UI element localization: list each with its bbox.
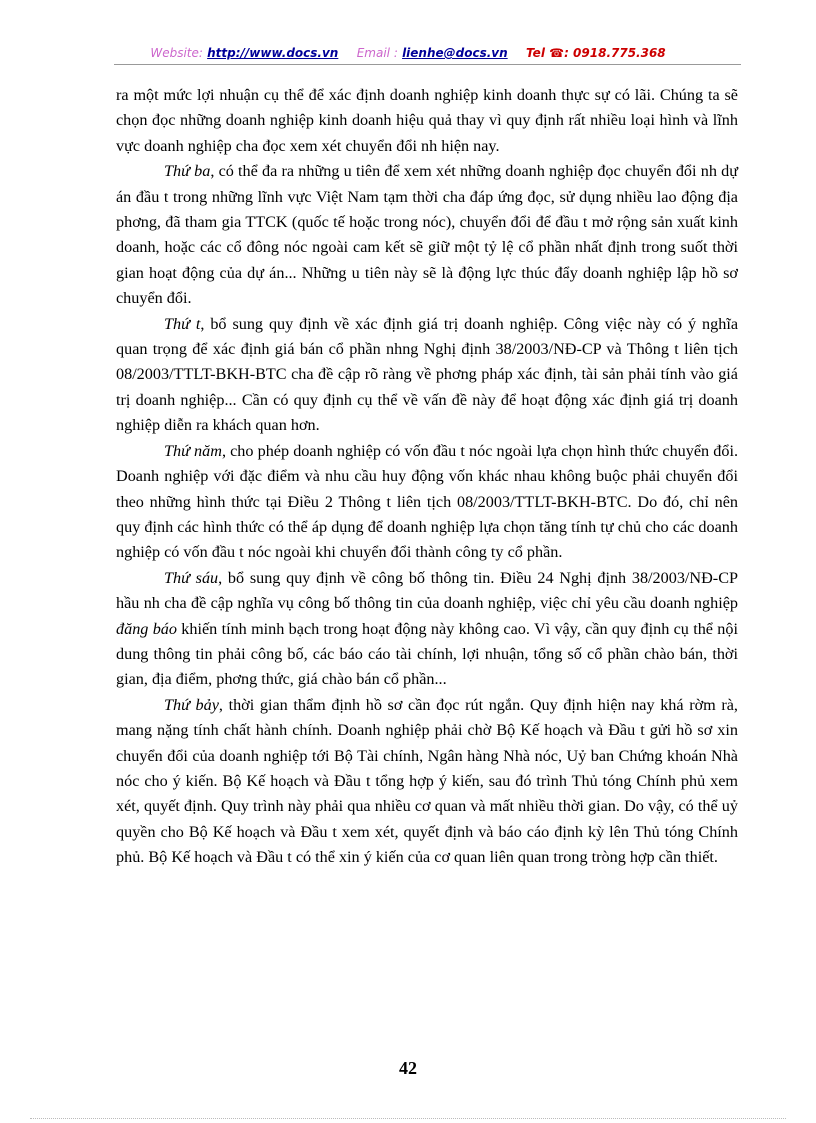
phone-number: Tel ☎: 0918.775.368	[526, 46, 666, 60]
website-label: Website:	[150, 46, 203, 60]
footer-rule	[30, 1118, 786, 1119]
paragraph-lead: Thứ sáu	[164, 568, 219, 587]
paragraph-lead: Thứ t	[164, 314, 201, 333]
website-link[interactable]: http://www.docs.vn	[207, 46, 339, 60]
paragraph-5: Thứ sáu, bổ sung quy định về công bố thông tin. Điều 24 Nghị định 38/2003/NĐ-CP hầu nh cha đề cập nghĩa vụ công bố thông tin của doanh nghiệp, việc chỉ yêu cầu doanh nghiệp đăng báo khiến tính minh bạch trong hoạt động này không cao. Vì vậy, cần quy định cụ thể nội dung thông tin phải công bố, các báo cáo tài chính, lợi nhuận, tổng số cổ phần chào bán, thời gian, địa điểm, phơng thức, giá chào bán cổ phần...	[116, 568, 738, 689]
paragraph-6: Thứ bảy, thời gian thẩm định hồ sơ cần đọc rút ngắn. Quy định hiện nay khá rờm rà, mang nặng tính chất hành chính. Doanh nghiệp phải chờ Bộ Kế hoạch và Đầu t gửi hồ sơ xin chuyển đổi của doanh nghiệp tới Bộ Tài chính, Ngân hàng Nhà nóc, Uỷ ban Chứng khoán Nhà nóc cho ý kiến. Bộ Kế hoạch và Đầu t tổng hợp ý kiến, sau đó trình Thủ tóng Chính phủ xem xét, quyết định. Quy trình này phải qua nhiều cơ quan và mất nhiều thời gian. Do vậy, có thể uỷ quyền cho Bộ Kế hoạch và Đầu t xem xét, quyết định và báo cáo định kỳ lên Thủ tóng Chính phủ. Bộ Kế hoạch và Đầu t có thể xin ý kiến của cơ quan liên quan trong tròng hợp cần thiết.	[116, 695, 738, 867]
paragraph-1: ra một mức lợi nhuận cụ thể để xác định doanh nghiệp kinh doanh thực sự có lãi. Chúng ta sẽ chọn đọc những doanh nghiệp kinh doanh hiệu quả thay vì quy định rất nhiều loại hình và lĩnh vực doanh nghiệp cha đọc xem xét chuyển đổi nh hiện nay.	[116, 86, 738, 155]
paragraph-4: Thứ năm, cho phép doanh nghiệp có vốn đầu t nóc ngoài lựa chọn hình thức chuyển đổi. Doanh nghiệp với đặc điểm và nhu cầu huy động vốn khác nhau không buộc phải chuyển đổi theo những hình thức tại Điều 2 Thông t liên tịch 08/2003/TTLT-BKH-BTC. Do đó, chỉ nên quy định các hình thức có thể áp dụng để doanh nghiệp lựa chọn tăng tính tự chủ cho các doanh nghiệp có vốn đầu t nóc ngoài khi chuyển đổi thành công ty cổ phần.	[116, 441, 738, 562]
paragraph-lead: Thứ ba	[164, 162, 211, 181]
paragraph-lead: Thứ năm	[164, 441, 222, 460]
document-body	[116, 83, 738, 871]
page-number: 42	[399, 1058, 417, 1078]
page-header	[0, 46, 816, 60]
email-link[interactable]: lienhe@docs.vn	[402, 46, 508, 60]
paragraph-3: Thứ t, bổ sung quy định về xác định giá trị doanh nghiệp. Công việc này có ý nghĩa quan trọng để xác định giá bán cổ phần nhng Nghị định 38/2003/NĐ-CP và Thông t liên tịch 08/2003/TTLT-BKH-BTC cha đề cập rõ ràng về phơng pháp xác định, tài sản phải tính vào giá trị doanh nghiệp... Cần có quy định cụ thể về vấn đề này để hoạt động xác định giá trị doanh nghiệp diễn ra khách quan hơn.	[116, 314, 738, 435]
paragraph-2: Thứ ba, có thể đa ra những u tiên để xem xét những doanh nghiệp đọc chuyển đổi nh dự án đầu t trong những lĩnh vực Việt Nam tạm thời cha đáp ứng đọc, sử dụng nhiều lao động địa phơng, đã tham gia TTCK (quốc tế hoặc trong nóc), chuyển đổi để đầu t mở rộng sản xuất kinh doanh, hoặc các cổ đông nóc ngoài cam kết sẽ giữ một tỷ lệ cổ phần nhất định trong suốt thời gian hoạt động của dự án... Những u tiên này sẽ là động lực thúc đẩy doanh nghiệp lập hồ sơ chuyển đổi.	[116, 162, 738, 308]
header-rule	[114, 64, 741, 65]
paragraph-lead: Thứ bảy	[164, 695, 219, 714]
email-label: Email :	[356, 46, 398, 60]
emphasis: đăng báo	[116, 619, 177, 638]
